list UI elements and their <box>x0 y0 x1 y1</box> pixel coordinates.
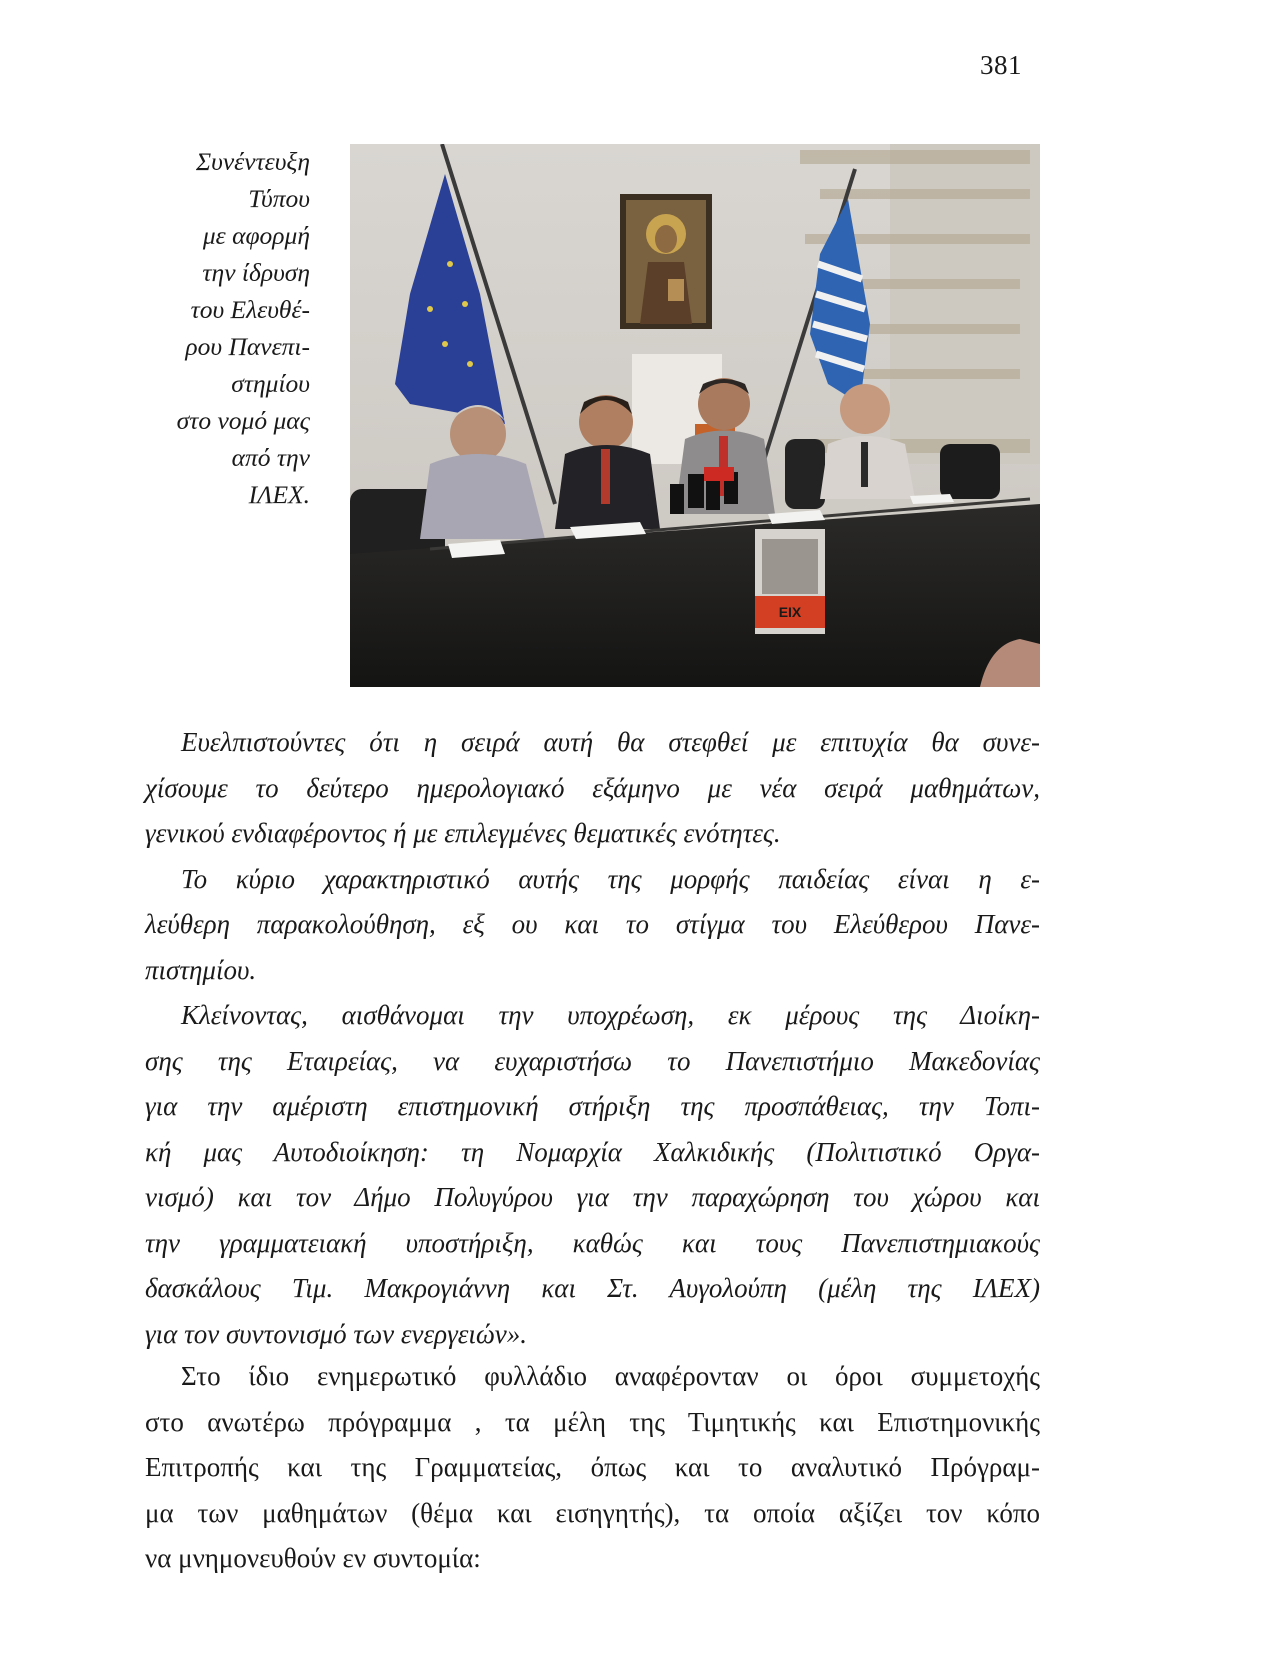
text-line: στο ανωτέρω πρόγραμμα , τα μέλη της Τιμητικής και Επιστημονικής <box>145 1406 1040 1437</box>
text-line: κή μας Αυτοδιοίκηση: τη Νομαρχία Χαλκιδικής (Πολιτιστικό Οργα- <box>145 1136 1040 1167</box>
text-line: γενικού ενδιαφέροντος ή με επιλεγμένες θεματικές ενότητες. <box>145 818 781 848</box>
caption-line: από την <box>231 443 310 472</box>
italic-paragraph-3 <box>145 993 1040 1357</box>
caption-line: στο νομό μας <box>176 406 310 435</box>
text-line: Επιτροπής και της Γραμματείας, όπως και το αναλυτικό Πρόγραμ- <box>145 1452 1040 1482</box>
text-line: για τον συντονισμό των ενεργειών». <box>145 1318 527 1349</box>
text-line: μα των μαθημάτων (θέμα και εισηγητής), τα οποία αξίζει τον κόπο <box>145 1497 1040 1528</box>
text-line: Στο ίδιο ενημερωτικό φυλλάδιο αναφέρονταν οι όροι συμμετοχής <box>181 1361 1040 1391</box>
text-line: να μνημονευθούν εν συντομία: <box>145 1543 481 1573</box>
italic-text-block <box>145 720 1040 1357</box>
text-line: Ευελπιστούντες ότι η σειρά αυτή θα στεφθεί με επιτυχία θα συνε- <box>181 727 1040 757</box>
photo-caption <box>100 143 310 513</box>
caption-line: ΙΛΕΧ. <box>248 480 310 509</box>
press-conference-photo <box>350 144 1040 687</box>
text-line: Το κύριο χαρακτηριστικό αυτής της μορφής παιδείας είναι η ε- <box>181 863 1040 894</box>
caption-line: ρου Πανεπι- <box>185 332 310 361</box>
text-line: νισμό) και τον Δήμο Πολυγύρου για την παραχώρηση του χώρου και <box>145 1182 1040 1212</box>
body-paragraph <box>145 1354 1040 1582</box>
caption-line: την ίδρυση <box>202 258 310 287</box>
page-number: 381 <box>980 50 1022 80</box>
body-text-block <box>145 1354 1040 1582</box>
text-line: πιστημίου. <box>145 954 257 985</box>
text-line: την γραμματειακή υποστήριξη, καθώς και τους Πανεπιστημιακούς <box>145 1227 1040 1258</box>
caption-line: Συνέντευξη <box>196 147 310 176</box>
caption-line: του Ελευθέ- <box>190 295 310 324</box>
italic-paragraph-1 <box>145 720 1040 857</box>
caption-line: στημίου <box>231 369 310 398</box>
text-line: Κλείνοντας, αισθάνομαι την υποχρέωση, εκ μέρους της Διοίκη- <box>181 1000 1040 1030</box>
text-line: δασκάλους Τιμ. Μακρογιάννη και Στ. Αυγολούπη (μέλη της ΙΛΕΧ) <box>145 1273 1040 1303</box>
text-line: για την αμέριστη επιστημονική στήριξη της προσπάθειας, την Τοπι- <box>145 1091 1040 1121</box>
text-line: σης της Εταιρείας, να ευχαριστήσω το Πανεπιστήμιο Μακεδονίας <box>145 1045 1040 1076</box>
text-line: λεύθερη παρακολούθηση, εξ ου και το στίγμα του Ελεύθερου Πανε- <box>145 909 1040 939</box>
banner-label: ΕΙΧ <box>778 604 802 620</box>
caption-line: Τύπου <box>248 184 310 213</box>
caption-line: με αφορμή <box>202 221 310 250</box>
text-line: χίσουμε το δεύτερο ημερολογιακό εξάμηνο με νέα σειρά μαθημάτων, <box>145 772 1040 803</box>
italic-paragraph-2 <box>145 857 1040 994</box>
